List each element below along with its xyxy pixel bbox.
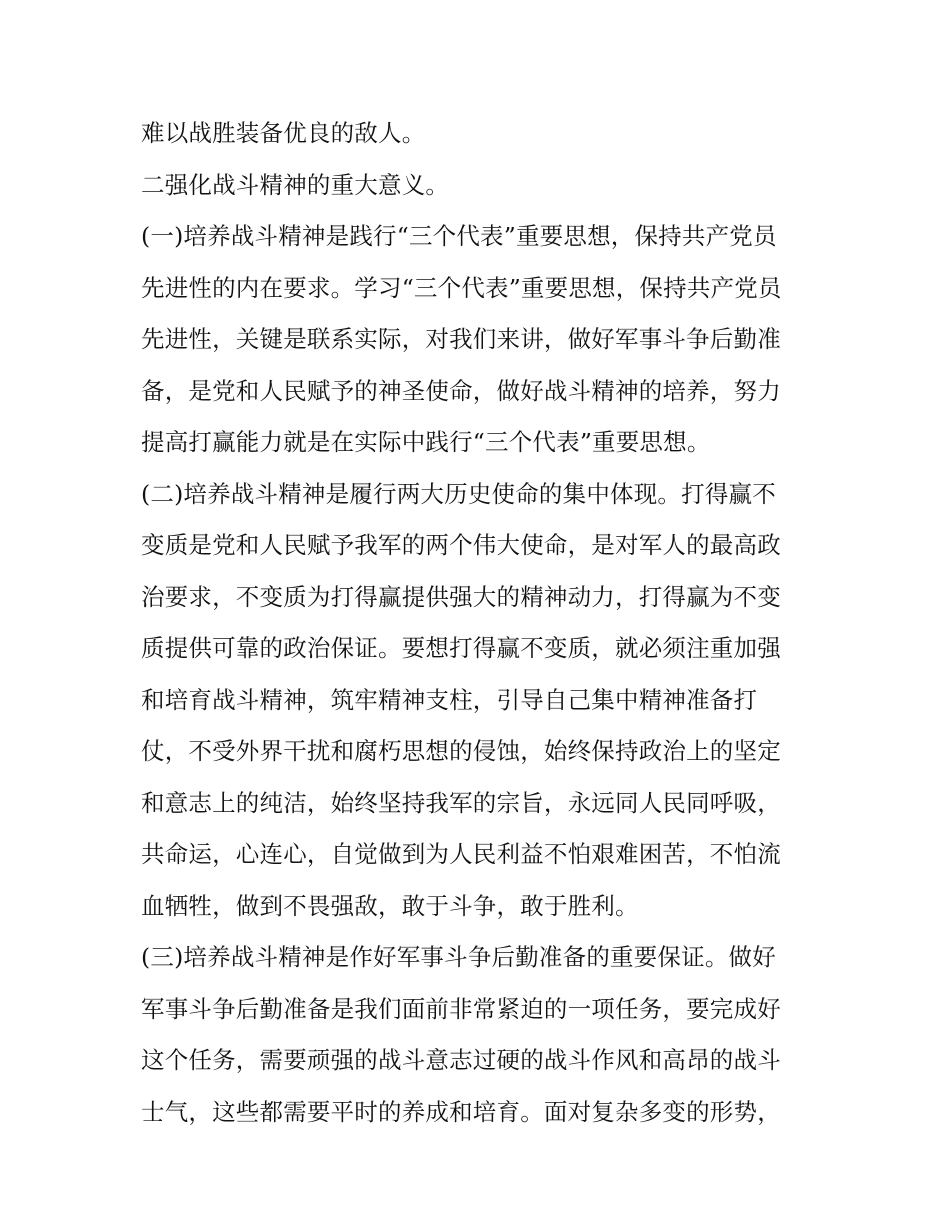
text-line: 血牺牲，做到不畏强敌，敢于斗争，敢于胜利。 bbox=[141, 891, 639, 920]
section-heading: 二强化战斗精神的重大意义。 bbox=[141, 170, 450, 199]
text-line: 和培育战斗精神，筑牢精神支柱，引导自己集中精神准备打 bbox=[141, 685, 758, 714]
text-line: 质提供可靠的政治保证。要想打得赢不变质，就必须注重加强 bbox=[141, 634, 781, 662]
text-line: 变质是党和人民赋予我军的两个伟大使命，是对军人的最高政 bbox=[141, 531, 781, 559]
text-line: 先进性的内在要求。学习“三个代表”重要思想，保持共产党员 bbox=[141, 273, 782, 302]
text-line: 军事斗争后勤准备是我们面前非常紧迫的一项任务，要完成好 bbox=[141, 994, 781, 1023]
text-line: 难以战胜装备优良的敌人。 bbox=[141, 119, 426, 147]
text-line: 提高打赢能力就是在实际中践行“三个代表”重要思想。 bbox=[141, 428, 711, 456]
body-text bbox=[141, 108, 821, 1138]
text-line: 治要求，不变质为打得赢提供强大的精神动力，打得赢为不变 bbox=[141, 582, 781, 611]
text-line: 备，是党和人民赋予的神圣使命，做好战斗精神的培养，努力 bbox=[141, 376, 781, 405]
text-line: 这个任务，需要顽强的战斗意志过硬的战斗作风和高昂的战斗 bbox=[141, 1046, 781, 1074]
text-line: 和意志上的纯洁，始终坚持我军的宗旨，永远同人民同呼吸， bbox=[141, 788, 781, 817]
text-line: (一)培养战斗精神是践行“三个代表”重要思想，保持共产党员 bbox=[141, 222, 777, 250]
text-line: (二)培养战斗精神是履行两大历史使命的集中体现。打得赢不 bbox=[141, 479, 776, 508]
text-line: (三)培养战斗精神是作好军事斗争后勤准备的重要保证。做好 bbox=[141, 943, 776, 971]
text-line: 士气，这些都需要平时的养成和培育。面对复杂多变的形势， bbox=[141, 1097, 781, 1126]
text-line: 先进性，关键是联系实际，对我们来讲，做好军事斗争后勤准 bbox=[141, 325, 781, 353]
text-line: 共命运，心连心，自觉做到为人民利益不怕艰难困苦，不怕流 bbox=[141, 840, 781, 868]
text-line: 仗，不受外界干扰和腐朽思想的侵蚀，始终保持政治上的坚定 bbox=[141, 737, 781, 765]
